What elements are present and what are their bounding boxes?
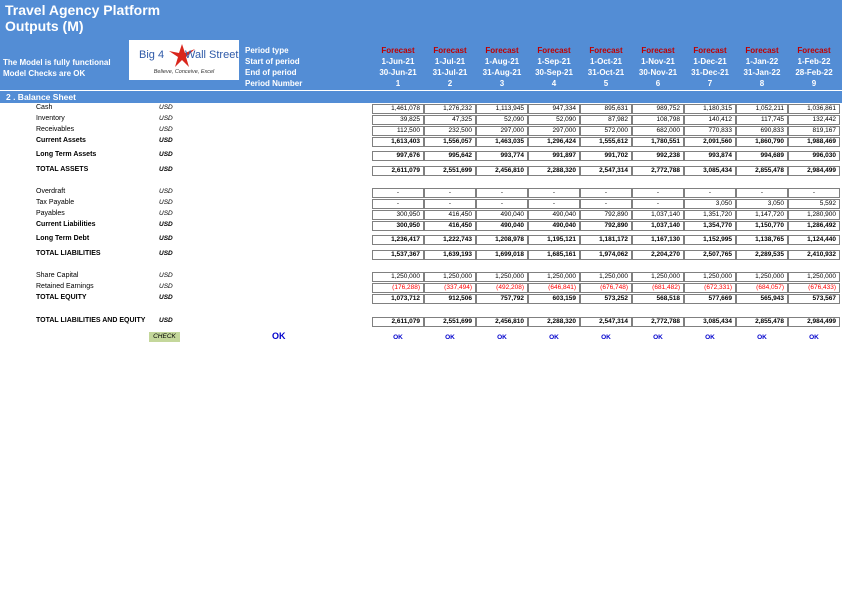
period-type-8: Forecast xyxy=(745,46,779,55)
table-cell[interactable]: 3,085,434 xyxy=(684,317,736,327)
table-cell[interactable]: 1,276,232 xyxy=(424,104,476,114)
period-start-8: 1-Jan-22 xyxy=(745,57,779,66)
table-cell[interactable]: 490,040 xyxy=(528,210,580,220)
table-cell[interactable]: - xyxy=(736,188,788,198)
table-cell[interactable]: 993,774 xyxy=(476,151,528,161)
period-end-9: 28-Feb-22 xyxy=(795,68,833,77)
table-cell[interactable]: - xyxy=(580,199,632,209)
table-cell[interactable]: 112,500 xyxy=(372,126,424,136)
period-num-7: 7 xyxy=(707,79,713,88)
period-start-2: 1-Jul-21 xyxy=(434,57,466,66)
table-cell[interactable]: 1,461,078 xyxy=(372,104,424,114)
row-label: Current Liabilities xyxy=(36,221,96,228)
table-cell[interactable]: - xyxy=(528,199,580,209)
table-cell[interactable]: 2,772,788 xyxy=(632,317,684,327)
period-type-1: Forecast xyxy=(381,46,415,55)
table-cell[interactable]: 1,052,211 xyxy=(736,104,788,114)
table-cell[interactable]: 2,456,810 xyxy=(476,317,528,327)
table-cell[interactable]: 2,289,535 xyxy=(736,250,788,260)
table-cell[interactable]: 1,138,765 xyxy=(736,235,788,245)
row-label: Cash xyxy=(36,104,53,111)
table-cell[interactable]: 1,351,720 xyxy=(684,210,736,220)
table-cell[interactable]: 1,354,770 xyxy=(684,221,736,231)
period-end-2: 31-Jul-21 xyxy=(432,68,468,77)
table-cell[interactable]: 1,167,130 xyxy=(632,235,684,245)
row-label: TOTAL EQUITY xyxy=(36,294,87,301)
table-cell[interactable]: - xyxy=(528,188,580,198)
table-cell[interactable]: 39,825 xyxy=(372,115,424,125)
table-cell[interactable]: - xyxy=(632,199,684,209)
table-cell[interactable]: 2,611,079 xyxy=(372,166,424,176)
table-cell[interactable]: 1,180,315 xyxy=(684,104,736,114)
check-summary: OK xyxy=(272,331,286,341)
table-cell[interactable]: 996,030 xyxy=(788,151,840,161)
table-cell[interactable]: 2,984,499 xyxy=(788,317,840,327)
table-cell[interactable]: 1,195,121 xyxy=(528,235,580,245)
table-cell[interactable]: 1,124,440 xyxy=(788,235,840,245)
period-number-label: Period Number xyxy=(245,79,303,88)
table-cell[interactable]: 132,442 xyxy=(788,115,840,125)
table-cell[interactable]: 1,860,790 xyxy=(736,137,788,147)
row-unit: USD xyxy=(159,199,173,206)
table-cell[interactable]: 1,152,995 xyxy=(684,235,736,245)
table-cell[interactable]: - xyxy=(372,188,424,198)
row-unit: USD xyxy=(159,235,173,242)
period-num-3: 3 xyxy=(499,79,505,88)
table-cell[interactable]: 682,000 xyxy=(632,126,684,136)
row-label: Long Term Assets xyxy=(36,151,97,158)
period-start-1: 1-Jun-21 xyxy=(381,57,415,66)
period-type-7: Forecast xyxy=(693,46,727,55)
table-cell[interactable]: - xyxy=(788,188,840,198)
table-cell[interactable]: 1,280,900 xyxy=(788,210,840,220)
table-cell[interactable]: 2,410,932 xyxy=(788,250,840,260)
row-unit: USD xyxy=(159,272,173,279)
table-cell[interactable]: 490,040 xyxy=(528,221,580,231)
table-cell[interactable]: 1,555,612 xyxy=(580,137,632,147)
table-cell[interactable]: 2,204,270 xyxy=(632,250,684,260)
check-ok-3: OK xyxy=(497,334,507,341)
table-cell[interactable]: 991,702 xyxy=(580,151,632,161)
check-ok-6: OK xyxy=(653,334,663,341)
table-cell[interactable]: 1,250,000 xyxy=(424,272,476,282)
table-cell[interactable]: 994,689 xyxy=(736,151,788,161)
table-cell[interactable]: 1,699,018 xyxy=(476,250,528,260)
table-cell[interactable]: 1,250,000 xyxy=(372,272,424,282)
row-label: Retained Earnings xyxy=(36,283,94,290)
table-cell[interactable]: 2,288,320 xyxy=(528,166,580,176)
table-cell[interactable]: 117,745 xyxy=(736,115,788,125)
start-of-period-label: Start of period xyxy=(245,57,300,66)
company-logo xyxy=(129,40,239,80)
check-ok-8: OK xyxy=(757,334,767,341)
table-cell[interactable]: 770,833 xyxy=(684,126,736,136)
table-cell[interactable]: 1,463,035 xyxy=(476,137,528,147)
table-cell[interactable]: 1,974,062 xyxy=(580,250,632,260)
period-type-4: Forecast xyxy=(537,46,571,55)
table-cell[interactable]: 573,567 xyxy=(788,294,840,304)
section-title: 2 . Balance Sheet xyxy=(6,92,76,102)
table-cell[interactable]: 1,222,743 xyxy=(424,235,476,245)
table-cell[interactable]: 1,988,469 xyxy=(788,137,840,147)
row-unit: USD xyxy=(159,210,173,217)
table-cell[interactable]: 140,412 xyxy=(684,115,736,125)
table-cell[interactable]: 3,050 xyxy=(684,199,736,209)
table-cell[interactable]: 577,669 xyxy=(684,294,736,304)
row-unit: USD xyxy=(159,115,173,122)
row-unit: USD xyxy=(159,126,173,133)
row-label: Payables xyxy=(36,210,65,217)
table-cell[interactable]: 297,000 xyxy=(476,126,528,136)
table-cell[interactable]: 297,000 xyxy=(528,126,580,136)
table-cell[interactable]: 1,250,000 xyxy=(632,272,684,282)
table-cell[interactable]: 2,551,699 xyxy=(424,166,476,176)
row-label: Long Term Debt xyxy=(36,235,90,242)
row-unit: USD xyxy=(159,283,173,290)
model-status: The Model is fully functional xyxy=(3,58,111,67)
table-cell[interactable]: 995,642 xyxy=(424,151,476,161)
check-ok-1: OK xyxy=(393,334,403,341)
row-unit: USD xyxy=(159,221,173,228)
table-cell[interactable]: 300,950 xyxy=(372,221,424,231)
table-cell[interactable]: 47,325 xyxy=(424,115,476,125)
table-cell[interactable]: 2,855,478 xyxy=(736,166,788,176)
row-label: TOTAL LIABILITIES AND EQUITY xyxy=(36,317,146,324)
period-end-7: 31-Dec-21 xyxy=(691,68,729,77)
table-cell[interactable]: 300,950 xyxy=(372,210,424,220)
period-end-1: 30-Jun-21 xyxy=(379,68,417,77)
check-ok-5: OK xyxy=(601,334,611,341)
row-label: Inventory xyxy=(36,115,65,122)
period-start-7: 1-Dec-21 xyxy=(693,57,727,66)
table-cell[interactable]: (492,208) xyxy=(476,283,528,293)
table-cell[interactable]: 1,181,172 xyxy=(580,235,632,245)
row-label: Receivables xyxy=(36,126,75,133)
table-cell[interactable]: 1,286,492 xyxy=(788,221,840,231)
table-cell[interactable]: 2,984,499 xyxy=(788,166,840,176)
period-end-6: 30-Nov-21 xyxy=(638,68,678,77)
table-cell[interactable]: 87,982 xyxy=(580,115,632,125)
period-type-5: Forecast xyxy=(589,46,623,55)
table-cell[interactable]: 490,040 xyxy=(476,210,528,220)
row-unit: USD xyxy=(159,166,173,173)
table-cell[interactable]: - xyxy=(424,188,476,198)
table-cell[interactable]: 1,250,000 xyxy=(476,272,528,282)
row-label: Share Capital xyxy=(36,272,79,279)
period-end-5: 31-Oct-21 xyxy=(587,68,625,77)
table-cell[interactable]: 2,507,765 xyxy=(684,250,736,260)
table-cell[interactable]: 1,639,193 xyxy=(424,250,476,260)
period-end-4: 30-Sep-21 xyxy=(535,68,573,77)
period-num-9: 9 xyxy=(811,79,817,88)
table-cell[interactable]: 1,780,551 xyxy=(632,137,684,147)
table-cell[interactable]: (681,482) xyxy=(632,283,684,293)
row-unit: USD xyxy=(159,137,173,144)
row-label: TOTAL ASSETS xyxy=(36,166,89,173)
check-ok-9: OK xyxy=(809,334,819,341)
table-cell[interactable]: 2,611,079 xyxy=(372,317,424,327)
period-type-label: Period type xyxy=(245,46,289,55)
row-unit: USD xyxy=(159,151,173,158)
table-cell[interactable]: 416,450 xyxy=(424,221,476,231)
table-cell[interactable]: 1,073,712 xyxy=(372,294,424,304)
table-cell[interactable]: 2,547,314 xyxy=(580,166,632,176)
table-cell[interactable]: 1,250,000 xyxy=(528,272,580,282)
table-cell[interactable]: 52,090 xyxy=(476,115,528,125)
table-cell[interactable]: (684,057) xyxy=(736,283,788,293)
period-start-5: 1-Oct-21 xyxy=(589,57,622,66)
table-cell[interactable]: 1,208,978 xyxy=(476,235,528,245)
table-cell[interactable]: 1,037,140 xyxy=(632,221,684,231)
table-cell[interactable]: 3,085,434 xyxy=(684,166,736,176)
table-cell[interactable]: - xyxy=(424,199,476,209)
logo-text-b: Wall Street xyxy=(185,49,239,61)
table-cell[interactable]: 912,506 xyxy=(424,294,476,304)
table-cell[interactable]: 2,772,788 xyxy=(632,166,684,176)
period-start-3: 1-Aug-21 xyxy=(484,57,520,66)
table-cell[interactable]: (676,433) xyxy=(788,283,840,293)
table-cell[interactable]: 993,874 xyxy=(684,151,736,161)
logo-tagline: Believe, Conceive, Excel xyxy=(153,69,215,75)
table-cell[interactable]: 947,334 xyxy=(528,104,580,114)
table-cell[interactable]: 1,250,000 xyxy=(684,272,736,282)
table-cell[interactable]: 232,500 xyxy=(424,126,476,136)
table-cell[interactable]: 108,798 xyxy=(632,115,684,125)
table-cell[interactable]: 490,040 xyxy=(476,221,528,231)
table-cell[interactable]: 792,890 xyxy=(580,210,632,220)
period-type-9: Forecast xyxy=(797,46,831,55)
table-cell[interactable]: (646,841) xyxy=(528,283,580,293)
table-cell[interactable]: 1,250,000 xyxy=(788,272,840,282)
table-cell[interactable]: 992,238 xyxy=(632,151,684,161)
table-cell[interactable]: 991,897 xyxy=(528,151,580,161)
period-num-5: 5 xyxy=(603,79,609,88)
sheet-title: Travel Agency Platform xyxy=(5,2,161,18)
row-label: Overdraft xyxy=(36,188,66,195)
table-cell[interactable]: 2,547,314 xyxy=(580,317,632,327)
table-cell[interactable]: 3,050 xyxy=(736,199,788,209)
period-end-8: 31-Jan-22 xyxy=(743,68,781,77)
period-start-4: 1-Sep-21 xyxy=(537,57,571,66)
table-cell[interactable]: 819,167 xyxy=(788,126,840,136)
table-cell[interactable]: 2,551,699 xyxy=(424,317,476,327)
table-cell[interactable]: 568,518 xyxy=(632,294,684,304)
table-cell[interactable]: 1,037,140 xyxy=(632,210,684,220)
table-cell[interactable]: (337,494) xyxy=(424,283,476,293)
table-cell[interactable]: (672,331) xyxy=(684,283,736,293)
table-cell[interactable]: 52,090 xyxy=(528,115,580,125)
table-cell[interactable]: 1,150,770 xyxy=(736,221,788,231)
check-ok-7: OK xyxy=(705,334,715,341)
table-cell[interactable]: 1,036,861 xyxy=(788,104,840,114)
end-of-period-label: End of period xyxy=(245,68,297,77)
table-cell[interactable]: 690,833 xyxy=(736,126,788,136)
table-cell[interactable]: 2,091,560 xyxy=(684,137,736,147)
table-cell[interactable]: (176,288) xyxy=(372,283,424,293)
table-cell[interactable]: - xyxy=(476,199,528,209)
period-type-6: Forecast xyxy=(641,46,675,55)
table-cell[interactable]: 1,685,161 xyxy=(528,250,580,260)
table-cell[interactable]: - xyxy=(476,188,528,198)
row-unit: USD xyxy=(159,104,173,111)
table-cell[interactable]: 603,159 xyxy=(528,294,580,304)
table-cell[interactable]: 989,752 xyxy=(632,104,684,114)
table-cell[interactable]: 1,250,000 xyxy=(736,272,788,282)
check-ok-4: OK xyxy=(549,334,559,341)
sheet-subtitle: Outputs (M) xyxy=(5,18,84,34)
table-cell[interactable]: 1,113,945 xyxy=(476,104,528,114)
table-cell[interactable]: 1,556,057 xyxy=(424,137,476,147)
table-cell[interactable]: 1,613,403 xyxy=(372,137,424,147)
table-cell[interactable]: 757,792 xyxy=(476,294,528,304)
table-cell[interactable]: 565,943 xyxy=(736,294,788,304)
row-unit: USD xyxy=(159,317,173,324)
table-cell[interactable]: 416,450 xyxy=(424,210,476,220)
table-cell[interactable]: 1,296,424 xyxy=(528,137,580,147)
check-ok-2: OK xyxy=(445,334,455,341)
table-cell[interactable]: 5,592 xyxy=(788,199,840,209)
row-label: Current Assets xyxy=(36,137,86,144)
table-cell[interactable]: - xyxy=(632,188,684,198)
table-cell[interactable]: 2,456,810 xyxy=(476,166,528,176)
period-num-1: 1 xyxy=(395,79,401,88)
period-num-8: 8 xyxy=(759,79,765,88)
model-checks-status: Model Checks are OK xyxy=(3,69,86,78)
sheet-header xyxy=(0,0,842,103)
period-end-3: 31-Aug-21 xyxy=(482,68,522,77)
table-cell[interactable]: 573,252 xyxy=(580,294,632,304)
table-cell[interactable]: 2,855,478 xyxy=(736,317,788,327)
table-cell[interactable]: 792,890 xyxy=(580,221,632,231)
table-cell[interactable]: (676,748) xyxy=(580,283,632,293)
table-cell[interactable]: - xyxy=(372,199,424,209)
row-unit: USD xyxy=(159,188,173,195)
period-num-4: 4 xyxy=(551,79,557,88)
section-balance-sheet xyxy=(0,90,842,103)
table-cell[interactable]: 1,537,367 xyxy=(372,250,424,260)
row-unit: USD xyxy=(159,250,173,257)
table-cell[interactable]: 1,236,417 xyxy=(372,235,424,245)
table-cell[interactable]: - xyxy=(580,188,632,198)
period-type-3: Forecast xyxy=(485,46,519,55)
period-type-2: Forecast xyxy=(433,46,467,55)
table-cell[interactable]: 2,288,320 xyxy=(528,317,580,327)
period-num-2: 2 xyxy=(447,79,453,88)
row-unit: USD xyxy=(159,294,173,301)
table-cell[interactable]: 895,631 xyxy=(580,104,632,114)
period-num-6: 6 xyxy=(655,79,661,88)
period-start-9: 1-Feb-22 xyxy=(797,57,831,66)
period-start-6: 1-Nov-21 xyxy=(641,57,675,66)
table-cell[interactable]: 1,147,720 xyxy=(736,210,788,220)
table-cell[interactable]: - xyxy=(684,188,736,198)
row-label: Tax Payable xyxy=(36,199,75,206)
row-label: TOTAL LIABILITIES xyxy=(36,250,101,257)
table-cell[interactable]: 1,250,000 xyxy=(580,272,632,282)
check-label: CHECK xyxy=(149,332,180,342)
table-cell[interactable]: 997,676 xyxy=(372,151,424,161)
logo-text-a: Big 4 xyxy=(139,49,165,61)
table-cell[interactable]: 572,000 xyxy=(580,126,632,136)
